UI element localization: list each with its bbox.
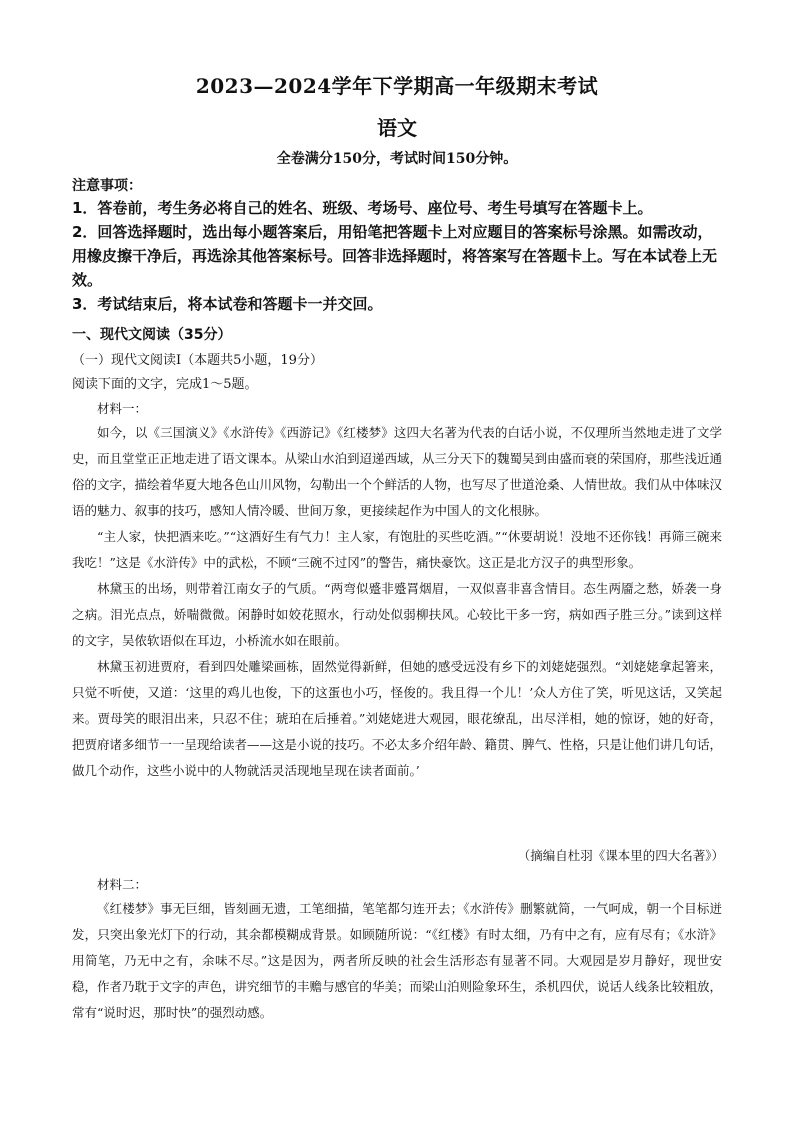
exam-title: 2023—2024学年下学期高一年级期末考试	[195, 74, 599, 98]
note-item: 2．回答选择题时，选出每小题答案后，用铅笔把答题卡上对应题目的答案标号涂黑。如需改动，用橡皮擦干净后，再选涂其他答案标号。回答非选择题时，将答案写在答题卡上。写在本试卷上无效。	[72, 223, 718, 289]
paragraph: 林黛玉的出场，则带着江南女子的气质。“两弯似蹙非蹙罥烟眉，一双似喜非喜含情目。态生两靥之愁，娇袭一身之病。泪光点点，娇喘微微。闲静时如姣花照水，行动处似弱柳扶风。心较比干多一窍，病如西子胜三分。”读到这样的文字，吴侬软语似在耳边，小桥流水如在眼前。	[72, 581, 722, 648]
material-label: 材料二：	[97, 877, 148, 892]
exam-total-info: 全卷满分150分，考试时间150分钟。	[276, 151, 518, 167]
section-title: 一、现代文阅读（35分）	[72, 327, 232, 343]
material1-source: （摘编自杜羽《课本里的四大名著》）	[517, 848, 724, 863]
material1-body	[72, 420, 722, 784]
note-item: 3．考试结束后，将本试卷和答题卡一并交回。	[72, 295, 383, 313]
notes-list	[72, 196, 722, 316]
material2-label	[72, 872, 722, 898]
paragraph: 《红楼梦》事无巨细，皆刻画无遗，工笔细描，笔笔都匀连开去；《水浒传》删繁就简，一气呵成，朝一个目标迸发，只突出象光灯下的行动，其余都模糊成背景。如顾随所说：“《红楼》有时太细，乃有中之有，应有尽有；《水浒》用简笔，乃无中之有，余味不尽。”这是因为，两者所反映的社会生活形态有显著不同。大观园是岁月静好，现世安稳，作者乃耽于文字的声色，讲究细节的丰赡与感官的华美；而梁山泊则险象环生，杀机四伏，说话人线条比较粗放，常有“说时迟，那时快”的强烈动感。	[72, 901, 723, 1020]
subject-title: 语文	[377, 116, 417, 140]
paragraph: 林黛玉初进贾府，看到四处雕梁画栋，固然觉得新鲜，但她的感受远没有乡下的刘姥姥强烈。“刘姥姥拿起箸来，只觉不听使，又道：‘这里的鸡儿也俊，下的这蛋也小巧，怪俊的。我且得一个儿！’众人方住了笑，听见这话，又笑起来。贾母笑的眼泪出来，只忍不住；琥珀在后捶着。”刘姥姥进大观园，眼花缭乱，出尽洋相，她的惊讶，她的好奇，把贾府诸多细节一一呈现给读者——这是小说的技巧。不必太多介绍年龄、籍贯、脾气、性格，只是让他们讲几句话，做几个动作，这些小说中的人物就活灵活现地呈现在读者面前。’	[72, 659, 723, 778]
material-label: 材料一：	[97, 401, 148, 416]
note-item: 1．答卷前，考生务必将自己的姓名、班级、考场号、座位号、考生号填写在答题卡上。	[72, 199, 653, 217]
paragraph: “主人家，快把酒来吃。”“这酒好生有气力！主人家，有饱肚的买些吃酒。”“休要胡说！没地不还你钱！再筛三碗来我吃！”这是《水浒传》中的武松，不顾“三碗不过冈”的警告，痛快豪饮。这正是北方汉子的典型形象。	[72, 529, 722, 570]
paragraph: 如今，以《三国演义》《水浒传》《西游记》《红楼梦》这四大名著为代表的白话小说，不仅理所当然地走进了文学史，而且堂堂正正地走进了语文课本。从梁山水泊到迢递西域，从三分天下的魏蜀吴到由盛而衰的荣国府，那些浅近通俗的文字，描绘着华夏大地各色山川风物，勾勒出一个个鲜活的人物，也写尽了世道沧桑、人情世故。我们从中体味汉语的魅力、叙事的技巧，感知人情冷暖、世间万象，更接续起作为中国人的文化根脉。	[72, 425, 723, 518]
material1-label	[72, 396, 722, 422]
material2-body	[72, 896, 722, 1026]
section-instruction: 阅读下面的文字，完成1～5题。	[72, 377, 258, 392]
notes-title: 注意事项：	[72, 178, 142, 194]
section-subtitle: （一）现代文阅读Ⅰ（本题共5小题，19分）	[72, 353, 323, 368]
